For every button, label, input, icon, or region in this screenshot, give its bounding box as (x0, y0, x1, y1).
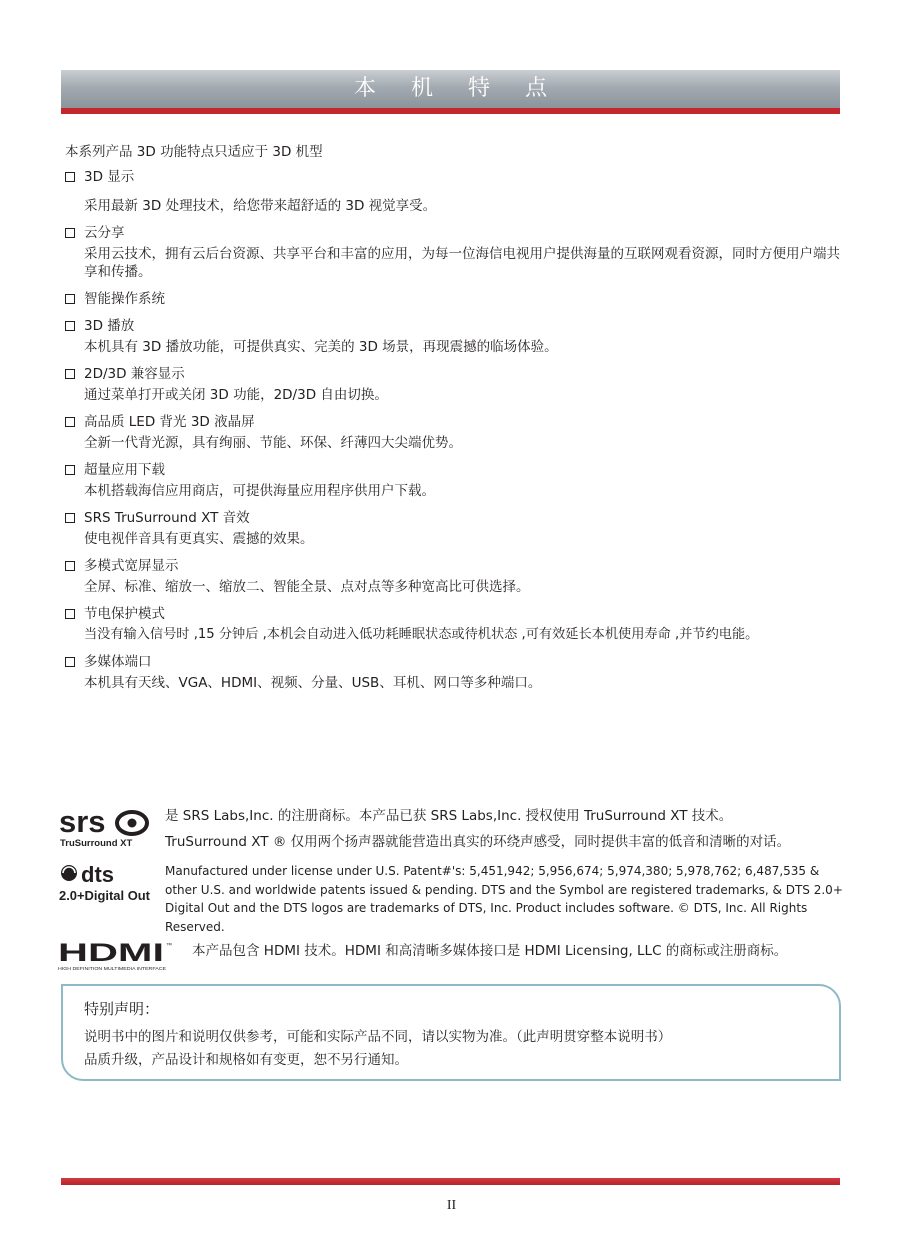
page-title: 本 机 特 点 (354, 76, 561, 101)
dts-logo-sub: 2.0+Digital Out (59, 888, 151, 903)
feature-title: 3D 显示 (84, 169, 135, 185)
feature-title: 智能操作系统 (84, 291, 165, 307)
feature-desc: 采用云技术，拥有云后台资源、共享平台和丰富的应用，为每一位海信电视用户提供海量的互联网观看资源，同时方便用户端共享和传播。 (84, 246, 840, 280)
feature-item (65, 290, 845, 308)
feature-desc: 通过菜单打开或关闭 3D 功能，2D/3D 自由切换。 (84, 387, 388, 403)
checkbox-icon (65, 369, 75, 379)
hdmi-logo-text: HDMI (58, 940, 164, 967)
srs-line-2: TruSurround XT ® 仅用两个扬声器就能营造出真实的环绕声感受，同时提供丰富的低音和清晰的对话。 (165, 834, 791, 850)
notice-line-1: 说明书中的图片和说明仅供参考，可能和实际产品不同，请以实物为准。（此声明贯穿整本说明书） (84, 1029, 672, 1045)
feature-list (65, 168, 845, 701)
feature-title: 多媒体端口 (84, 654, 152, 670)
feature-title: 2D/3D 兼容显示 (84, 366, 185, 382)
feature-title: 节电保护模式 (84, 606, 165, 622)
feature-title: 云分享 (84, 225, 125, 241)
srs-logo-dot (128, 819, 137, 828)
feature-item (65, 168, 845, 215)
srs-trademark-text (165, 803, 790, 855)
feature-title: 3D 播放 (84, 318, 135, 334)
feature-item (65, 365, 845, 404)
feature-item (65, 653, 845, 692)
hdmi-logo-sub: HIGH DEFINITION MULTIMEDIA INTERFACE (58, 966, 167, 971)
feature-title: SRS TruSurround XT 音效 (84, 510, 250, 526)
special-notice-box (61, 984, 841, 1081)
dts-section (58, 862, 848, 934)
checkbox-icon (65, 417, 75, 427)
srs-line-1: 是 SRS Labs,Inc. 的注册商标。本产品已获 SRS Labs,Inc. 授权使用 TruSurround XT 技术。 (165, 808, 733, 824)
feature-item (65, 413, 845, 452)
feature-desc: 当没有输入信号时 ,15 分钟后 ,本机会自动进入低功耗睡眠状态或待机状态 ,可有效延长本机使用寿命 ,并节约电能。 (84, 627, 759, 642)
notice-title: 特别声明： (84, 1000, 160, 1018)
dts-logo-text: dts (81, 862, 114, 887)
intro-text: 本系列产品 3D 功能特点只适应于 3D 机型 (65, 144, 323, 160)
hdmi-trademark-text: 本产品包含 HDMI 技术。HDMI 和高清晰多媒体接口是 HDMI Licensing, LLC 的商标或注册商标。 (192, 943, 788, 959)
srs-logo-sub: TruSurround XT (60, 838, 133, 849)
checkbox-icon (65, 172, 75, 182)
checkbox-icon (65, 561, 75, 571)
checkbox-icon (65, 228, 75, 238)
hdmi-section (58, 938, 848, 972)
checkbox-icon (65, 657, 75, 667)
dts-logo (58, 862, 153, 904)
feature-item (65, 461, 845, 500)
srs-logo (58, 805, 153, 849)
checkbox-icon (65, 465, 75, 475)
checkbox-icon (65, 609, 75, 619)
srs-section (58, 803, 848, 851)
feature-desc: 本机具有 3D 播放功能，可提供真实、完美的 3D 场景，再现震撼的临场体验。 (84, 339, 558, 355)
feature-item (65, 224, 845, 281)
feature-item (65, 557, 845, 596)
feature-desc: 全新一代背光源，具有绚丽、节能、环保、纤薄四大尖端优势。 (84, 435, 462, 451)
checkbox-icon (65, 513, 75, 523)
checkbox-icon (65, 294, 75, 304)
feature-desc: 全屏、标准、缩放一、缩放二、智能全景、点对点等多种宽高比可供选择。 (84, 579, 530, 595)
page-title-bar (61, 70, 840, 114)
dts-license-text: Manufactured under license under U.S. Patent#'s: 5,451,942; 5,956,674; 5,974,380; 5,978,762; 6,487,535 & other U.S. and worldwide patents issued & pending. DTS and the Symbol are registered trademarks, & DTS 2.0+ Digital Out and the DTS logos are trademarks of DTS, Inc. Product includes software. © DTS, Inc. All Rights Reserved. (165, 864, 843, 934)
page-number: II (446, 1198, 457, 1213)
feature-desc: 使电视伴音具有更真实、震撼的效果。 (84, 531, 314, 547)
feature-item (65, 605, 845, 644)
notice-line-2: 品质升级，产品设计和规格如有变更，恕不另行通知。 (84, 1052, 408, 1068)
feature-desc: 采用最新 3D 处理技术，给您带来超舒适的 3D 视觉享受。 (84, 198, 437, 214)
feature-item (65, 509, 845, 548)
srs-logo-text: srs (59, 805, 106, 839)
checkbox-icon (65, 321, 75, 331)
feature-title: 高品质 LED 背光 3D 液晶屏 (84, 414, 255, 430)
feature-desc: 本机搭载海信应用商店，可提供海量应用程序供用户下载。 (84, 483, 435, 499)
feature-title: 多模式宽屏显示 (84, 558, 179, 574)
feature-title: 超量应用下载 (84, 462, 165, 478)
hdmi-logo-tm: ™ (166, 943, 172, 949)
feature-desc: 本机具有天线、VGA、HDMI、视频、分量、USB、耳机、网口等多种端口。 (84, 675, 542, 691)
feature-item (65, 317, 845, 356)
hdmi-logo (58, 940, 173, 972)
footer-rule (61, 1178, 840, 1185)
